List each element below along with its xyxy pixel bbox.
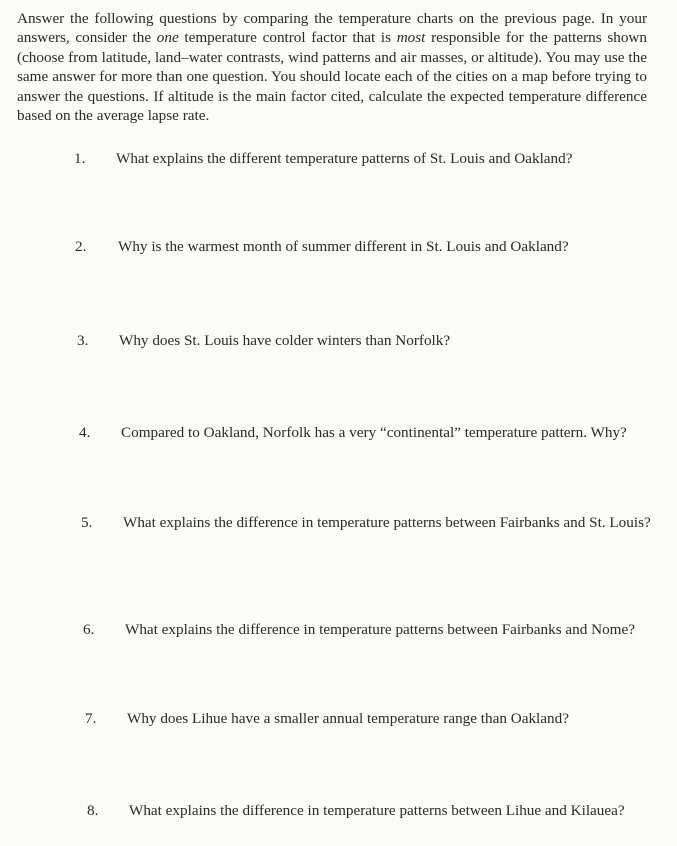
question-text: Why does St. Louis have colder winters than Norfolk? bbox=[119, 332, 451, 349]
question-number: 8. bbox=[87, 802, 99, 819]
instructions-emphasis-most: most bbox=[396, 29, 426, 47]
question-number: 2. bbox=[75, 238, 87, 255]
question-text: What explains the difference in temperature patterns between Lihue and Kilauea? bbox=[129, 802, 625, 819]
question-text: What explains the difference in temperature patterns between Fairbanks and St. Louis? bbox=[123, 514, 651, 531]
instructions-text-2: temperature control factor that is bbox=[178, 29, 397, 47]
instructions-emphasis-one: one bbox=[156, 29, 179, 47]
question-number: 1. bbox=[74, 150, 86, 167]
question-text: Why does Lihue have a smaller annual temperature range than Oakland? bbox=[127, 710, 569, 727]
question-number: 6. bbox=[83, 621, 95, 638]
question-number: 5. bbox=[81, 514, 93, 531]
question-text: What explains the different temperature patterns of St. Louis and Oakland? bbox=[116, 150, 573, 167]
instructions-text-3: responsible for the patterns shown (choose from latitude, land–water contrasts, wind patterns and air masses, or altitude). You may use the same answer for more than one question. You should locate each of the cities on a map before trying to answer the questions. If altitude is the main factor cited, calculate the expected temperature difference based on the average lapse rate. bbox=[17, 29, 647, 125]
question-text: What explains the difference in temperature patterns between Fairbanks and Nome? bbox=[125, 621, 635, 638]
instructions-paragraph bbox=[17, 9, 647, 125]
question-text: Why is the warmest month of summer different in St. Louis and Oakland? bbox=[118, 238, 569, 255]
instructions-text-1: Answer the following questions by comparing the temperature charts on the previous page. In your answers, consider the bbox=[17, 10, 647, 47]
question-number: 4. bbox=[79, 424, 91, 441]
question-number: 7. bbox=[85, 710, 97, 727]
question-number: 3. bbox=[77, 332, 89, 349]
question-text: Compared to Oakland, Norfolk has a very “continental” temperature pattern. Why? bbox=[121, 424, 627, 441]
